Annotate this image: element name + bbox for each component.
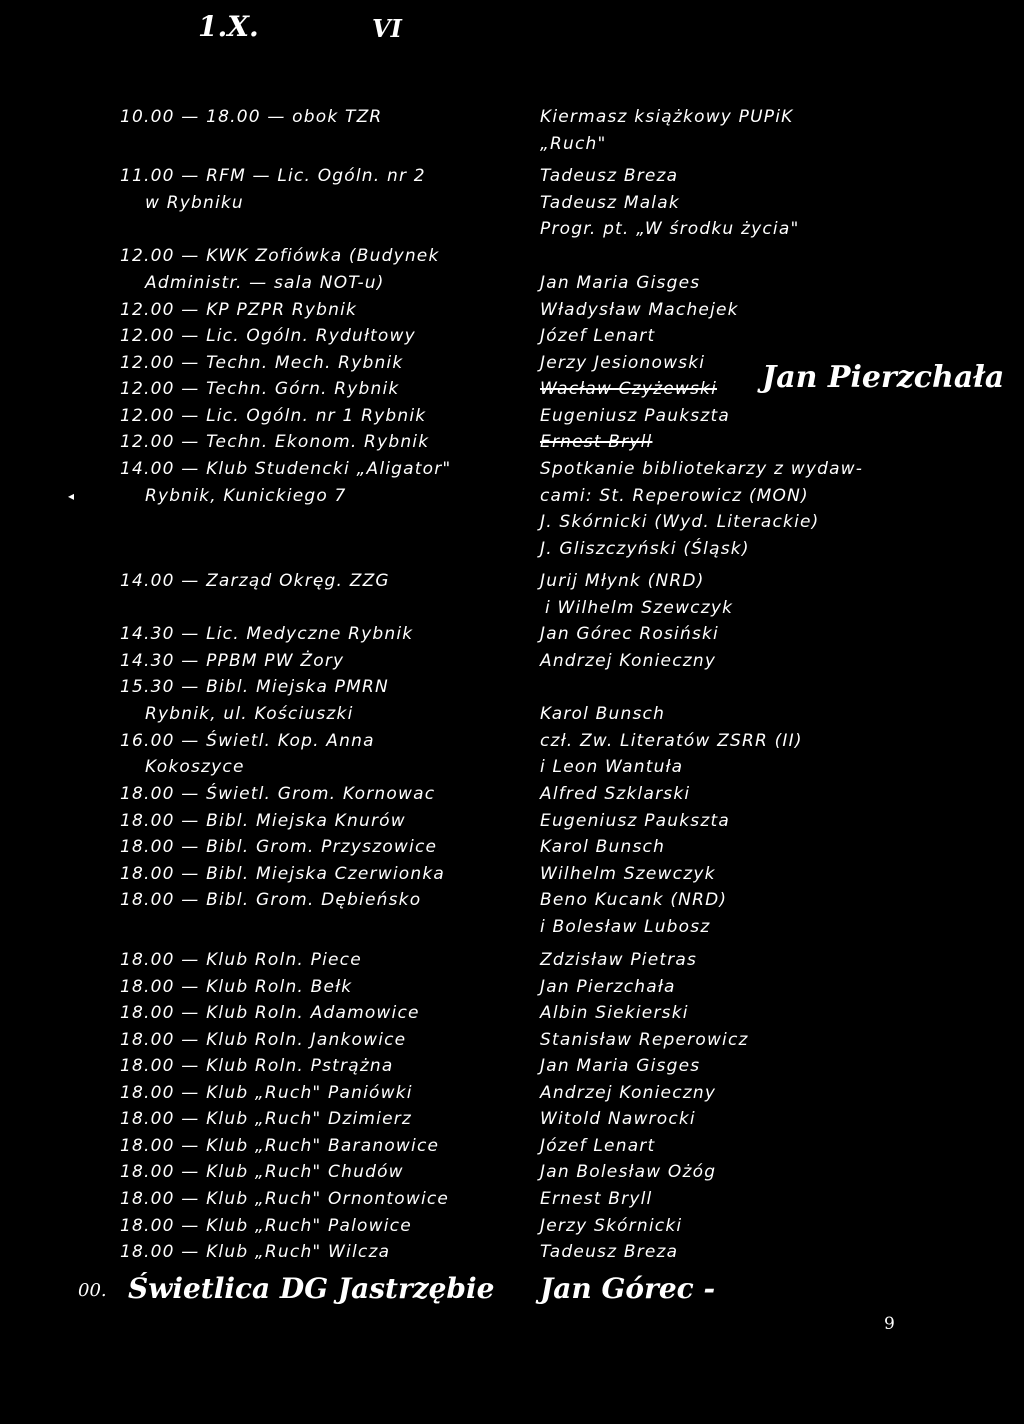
row-right: i Leon Wantuła (540, 757, 684, 777)
schedule-row (0, 509, 1024, 536)
footer-handwriting-left: Świetlica DG Jastrzębie (128, 1272, 495, 1305)
row-right: J. Skórnicki (Wyd. Literackie) (540, 512, 820, 532)
row-right-struck: Ernest Bryll (540, 432, 653, 452)
side-handwriting: Jan Pierzchała (762, 360, 1005, 395)
row-right: Jerzy Jesionowski (540, 352, 706, 373)
row-left: 15.30 — Bibl. Miejska PMRN (120, 677, 389, 697)
schedule-row (0, 781, 1024, 808)
row-left: 18.00 — Klub Roln. Jankowice (120, 1029, 407, 1050)
row-left: 18.00 — Klub „Ruch" Ornontowice (120, 1189, 450, 1209)
row-right: Andrzej Konieczny (540, 1082, 717, 1103)
row-left: 12.00 — Lic. Ogóln. Rydułtowy (120, 326, 416, 346)
schedule-row (0, 1080, 1024, 1107)
schedule-row (0, 834, 1024, 861)
row-right: J. Gliszczyński (Śląsk) (540, 538, 750, 559)
row-left: 16.00 — Świetl. Kop. Anna (120, 730, 375, 751)
schedule-row (0, 243, 1024, 270)
row-right: i Wilhelm Szewczyk (545, 597, 734, 618)
schedule-row (0, 456, 1024, 483)
page-number: 9 (884, 1314, 895, 1334)
row-right-struck: Wacław Czyżewski (540, 379, 718, 399)
row-left: 12.00 — Techn. Mech. Rybnik (120, 352, 404, 373)
row-left: 14.30 — Lic. Medyczne Rybnik (120, 624, 414, 644)
footer-handwriting-right: Jan Górec - (540, 1272, 716, 1305)
schedule-row (0, 270, 1024, 297)
schedule-row (0, 1053, 1024, 1080)
row-left: 14.00 — Zarząd Okręg. ZZG (120, 571, 390, 591)
header-handwriting-left: 1.X. (198, 10, 259, 43)
row-left: 18.00 — Klub Roln. Bełk (120, 976, 353, 997)
row-right: Władysław Machejek (540, 299, 739, 320)
row-right: Andrzej Konieczny (540, 650, 717, 671)
row-left: 12.00 — KWK Zofiówka (Budynek (120, 246, 440, 266)
row-left: Kokoszyce (145, 757, 245, 777)
schedule-row (0, 1159, 1024, 1186)
row-right: „Ruch" (540, 133, 607, 154)
row-right: Jan Bolesław Ożóg (540, 1162, 717, 1182)
schedule-row (0, 323, 1024, 350)
row-right: czł. Zw. Literatów ZSRR (II) (540, 730, 803, 751)
row-left: Rybnik, Kunickiego 7 (145, 485, 347, 506)
row-right: Józef Lenart (540, 1135, 656, 1156)
row-left: 14.00 — Klub Studencki „Aligator" (120, 459, 452, 479)
row-left: 14.30 — PPBM PW Żory (120, 650, 345, 671)
schedule-row (0, 1213, 1024, 1240)
schedule-row (0, 536, 1024, 563)
row-left: 18.00 — Klub Roln. Piece (120, 950, 362, 970)
schedule-row (0, 887, 1024, 914)
row-right: i Bolesław Lubosz (540, 916, 711, 937)
schedule-row (0, 648, 1024, 675)
schedule-row (0, 163, 1024, 190)
row-left: Administr. — sala NOT-u) (145, 273, 385, 293)
row-right: Zdzisław Pietras (540, 950, 698, 970)
row-left: 18.00 — Bibl. Miejska Czerwionka (120, 863, 445, 884)
row-right: Alfred Szklarski (540, 784, 691, 804)
schedule-row (0, 947, 1024, 974)
row-left: 18.00 — Klub Roln. Pstrążna (120, 1056, 394, 1076)
row-left: 11.00 — RFM — Lic. Ogóln. nr 2 (120, 166, 426, 186)
schedule-row (0, 297, 1024, 324)
row-right: Witold Nawrocki (540, 1109, 696, 1129)
row-right: Tadeusz Breza (540, 1242, 679, 1262)
row-left: 12.00 — KP PZPR Rybnik (120, 299, 358, 320)
header-handwriting-right: VI (372, 14, 402, 43)
footer-handwriting-prefix: 00. (78, 1280, 107, 1301)
schedule-row (0, 190, 1024, 217)
row-right: Tadeusz Breza (540, 166, 679, 186)
row-right: Ernest Bryll (540, 1189, 653, 1209)
schedule-row (0, 104, 1024, 131)
schedule-row (0, 483, 1024, 510)
row-left: 18.00 — Bibl. Grom. Przyszowice (120, 837, 438, 857)
margin-mark-icon: ◂ (68, 488, 76, 503)
schedule-row (0, 808, 1024, 835)
row-left: 18.00 — Klub Roln. Adamowice (120, 1003, 420, 1023)
schedule-row (0, 568, 1024, 595)
schedule-row (0, 131, 1024, 158)
row-right: Wilhelm Szewczyk (540, 863, 716, 884)
row-right: Jerzy Skórnicki (540, 1215, 683, 1236)
row-right: Jan Maria Gisges (540, 1056, 701, 1076)
row-left: w Rybniku (145, 192, 244, 213)
row-left: Rybnik, ul. Kościuszki (145, 704, 354, 724)
schedule-row (0, 914, 1024, 941)
schedule-row (0, 595, 1024, 622)
row-right: Jan Górec Rosiński (540, 624, 719, 644)
row-left: 18.00 — Klub „Ruch" Palowice (120, 1215, 412, 1236)
row-right: Albin Siekierski (540, 1003, 689, 1023)
row-left: 12.00 — Techn. Górn. Rybnik (120, 379, 400, 399)
schedule-row (0, 216, 1024, 243)
row-right: Kiermasz książkowy PUPiK (540, 107, 794, 127)
schedule-row (0, 728, 1024, 755)
row-left: 18.00 — Klub „Ruch" Dzimierz (120, 1109, 413, 1129)
row-left: 18.00 — Klub „Ruch" Baranowice (120, 1135, 440, 1156)
schedule-row (0, 621, 1024, 648)
schedule-row (0, 1133, 1024, 1160)
schedule-row (0, 1000, 1024, 1027)
row-right: Eugeniusz Paukszta (540, 405, 730, 426)
row-right: Jurij Młynk (NRD) (540, 571, 705, 591)
row-left: 12.00 — Lic. Ogóln. nr 1 Rybnik (120, 405, 427, 426)
schedule-row (0, 1106, 1024, 1133)
schedule-row (0, 974, 1024, 1001)
row-right: cami: St. Reperowicz (MON) (540, 485, 809, 506)
schedule-row (0, 1239, 1024, 1266)
row-right: Karol Bunsch (540, 837, 666, 857)
schedule-row (0, 1027, 1024, 1054)
row-right: Beno Kucank (NRD) (540, 890, 728, 910)
row-left: 18.00 — Bibl. Miejska Knurów (120, 810, 406, 831)
schedule-row (0, 701, 1024, 728)
row-left: 18.00 — Klub „Ruch" Chudów (120, 1162, 404, 1182)
row-left: 18.00 — Bibl. Grom. Dębieńsko (120, 890, 422, 910)
schedule-row (0, 674, 1024, 701)
row-right: Stanisław Reperowicz (540, 1029, 749, 1050)
row-left: 18.00 — Klub „Ruch" Paniówki (120, 1082, 413, 1103)
row-left: 18.00 — Świetl. Grom. Kornowac (120, 784, 436, 804)
row-right: Spotkanie bibliotekarzy z wydaw- (540, 459, 864, 479)
schedule-row (0, 861, 1024, 888)
row-right: Karol Bunsch (540, 704, 666, 724)
row-right: Jan Pierzchała (540, 976, 676, 997)
row-right: Józef Lenart (540, 326, 656, 346)
row-right: Tadeusz Malak (540, 192, 680, 213)
row-right: Jan Maria Gisges (540, 273, 701, 293)
schedule-row (0, 403, 1024, 430)
row-right: Eugeniusz Paukszta (540, 810, 730, 831)
row-left: 12.00 — Techn. Ekonom. Rybnik (120, 432, 430, 452)
row-right: Progr. pt. „W środku życia" (540, 219, 800, 239)
row-left: 10.00 — 18.00 — obok TZR (120, 107, 383, 127)
row-left: 18.00 — Klub „Ruch" Wilcza (120, 1242, 391, 1262)
schedule-row (0, 754, 1024, 781)
schedule-row (0, 1186, 1024, 1213)
schedule-row (0, 429, 1024, 456)
